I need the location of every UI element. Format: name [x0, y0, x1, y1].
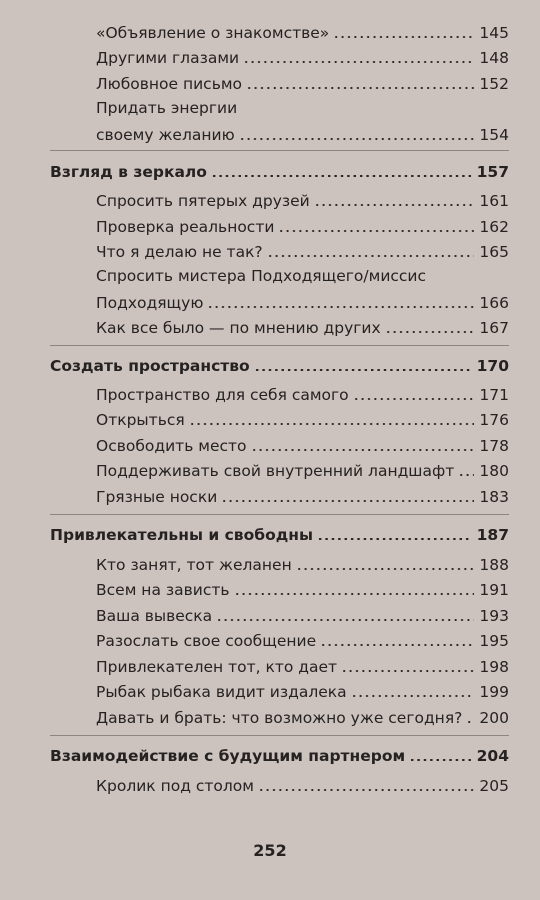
- toc-entry: [96, 24, 509, 42]
- dot-leader: [251, 449, 475, 451]
- dot-leader: [234, 593, 475, 595]
- entry-title: Другими глазами: [96, 49, 240, 67]
- entry-page: 200: [479, 709, 509, 727]
- dot-leader: [351, 695, 475, 697]
- chapter-page: 204: [476, 747, 509, 765]
- dot-leader: [466, 721, 474, 723]
- toc-chapter: [50, 526, 509, 544]
- toc-entry: [96, 294, 509, 312]
- chapter-page: 187: [476, 526, 509, 544]
- entry-page: 205: [479, 777, 509, 795]
- toc-entry: [96, 488, 509, 506]
- page-number: 252: [253, 841, 287, 860]
- entry-page: 152: [479, 75, 509, 93]
- toc-entry: [96, 607, 509, 625]
- toc-entry: [96, 218, 509, 236]
- entry-page: 188: [479, 556, 509, 574]
- toc-entry: [96, 658, 509, 676]
- dot-leader: [333, 36, 474, 38]
- dot-leader: [353, 398, 475, 400]
- toc-entry: [96, 581, 509, 599]
- dot-leader: [189, 423, 475, 425]
- entry-page: 193: [479, 607, 509, 625]
- dot-leader: [239, 138, 475, 140]
- toc-entry: [96, 75, 509, 93]
- entry-title: Привлекателен тот, кто дает: [96, 658, 338, 676]
- dot-leader: [341, 670, 474, 672]
- entry-title-line: Придать энергии: [96, 99, 238, 117]
- entry-title: Давать и брать: что возможно уже сегодня?: [96, 709, 463, 727]
- entry-title: Ваша вывеска: [96, 607, 213, 625]
- entry-title: Рыбак рыбака видит издалека: [96, 683, 347, 701]
- toc-chapter: [50, 357, 509, 375]
- toc-entry: [96, 556, 509, 574]
- entry-title: Поддерживать свой внутренний ландшафт: [96, 462, 455, 480]
- entry-title: Открыться: [96, 411, 185, 429]
- entry-title: Всем на зависть: [96, 581, 230, 599]
- entry-page: 154: [479, 126, 509, 144]
- dot-leader: [216, 619, 474, 621]
- dot-leader: [243, 61, 474, 63]
- entry-title: Любовное письмо: [96, 75, 243, 93]
- entry-page: 183: [479, 488, 509, 506]
- dot-leader: [267, 255, 475, 257]
- toc-entry: [96, 777, 509, 795]
- entry-page: 199: [479, 683, 509, 701]
- toc-chapter: [50, 163, 509, 181]
- entry-title-line: Спросить мистера Подходящего/миссис: [96, 267, 427, 285]
- dot-leader: [246, 87, 474, 89]
- entry-title: «Объявление о знакомстве»: [96, 24, 330, 42]
- entry-page: 191: [479, 581, 509, 599]
- toc-entry: [96, 709, 509, 727]
- entry-page: 180: [479, 462, 509, 480]
- toc-entry: [96, 437, 509, 455]
- entry-title: Подходящую: [96, 294, 204, 312]
- entry-page: 198: [479, 658, 509, 676]
- toc-entry: [96, 126, 509, 144]
- toc-chapter: [50, 747, 509, 765]
- dot-leader: [258, 789, 474, 791]
- section-divider: [50, 514, 509, 515]
- entry-title: Пространство для себя самого: [96, 386, 349, 404]
- entry-page: 148: [479, 49, 509, 67]
- dot-leader: [254, 368, 472, 371]
- dot-leader: [409, 758, 471, 761]
- entry-title: Кролик под столом: [96, 777, 254, 795]
- toc-entry: [96, 49, 509, 67]
- dot-leader: [278, 230, 474, 232]
- dot-leader: [458, 474, 474, 476]
- entry-title: Что я делаю не так?: [96, 243, 263, 261]
- entry-page: 161: [479, 192, 509, 210]
- chapter-title: Привлекательны и свободны: [50, 526, 313, 544]
- dot-leader: [320, 644, 474, 646]
- entry-title: Проверка реальности: [96, 218, 275, 236]
- section-divider: [50, 150, 509, 151]
- toc-entry: [96, 411, 509, 429]
- chapter-page: 170: [476, 357, 509, 375]
- section-divider: [50, 735, 509, 736]
- entry-title: Освободить место: [96, 437, 247, 455]
- entry-page: 178: [479, 437, 509, 455]
- entry-title: Как все было — по мнению других: [96, 319, 381, 337]
- toc-entry: [96, 632, 509, 650]
- entry-title: Спросить пятерых друзей: [96, 192, 310, 210]
- toc-entry: [96, 243, 509, 261]
- entry-page: 195: [479, 632, 509, 650]
- toc-entry: [96, 192, 509, 210]
- entry-page: 176: [479, 411, 509, 429]
- toc-entry: [96, 319, 509, 337]
- dot-leader: [211, 174, 472, 177]
- toc-entry: [96, 386, 509, 404]
- dot-leader: [221, 500, 474, 502]
- entry-title: Кто занят, тот желанен: [96, 556, 292, 574]
- chapter-page: 157: [476, 163, 509, 181]
- section-divider: [50, 345, 509, 346]
- dot-leader: [314, 204, 475, 206]
- chapter-title: Создать пространство: [50, 357, 250, 375]
- entry-page: 167: [479, 319, 509, 337]
- entry-title: Грязные носки: [96, 488, 218, 506]
- dot-leader: [207, 306, 474, 308]
- entry-page: 166: [479, 294, 509, 312]
- entry-title: своему желанию: [96, 126, 235, 144]
- chapter-title: Взгляд в зеркало: [50, 163, 207, 181]
- dot-leader: [317, 537, 472, 540]
- entry-title: Разослать свое сообщение: [96, 632, 317, 650]
- chapter-title: Взаимодействие с будущим партнером: [50, 747, 406, 765]
- entry-page: 165: [479, 243, 509, 261]
- entry-page: 145: [479, 24, 509, 42]
- toc-entry: [96, 683, 509, 701]
- entry-page: 162: [479, 218, 509, 236]
- entry-page: 171: [479, 386, 509, 404]
- dot-leader: [296, 568, 475, 570]
- toc-entry: [96, 462, 509, 480]
- dot-leader: [385, 331, 475, 333]
